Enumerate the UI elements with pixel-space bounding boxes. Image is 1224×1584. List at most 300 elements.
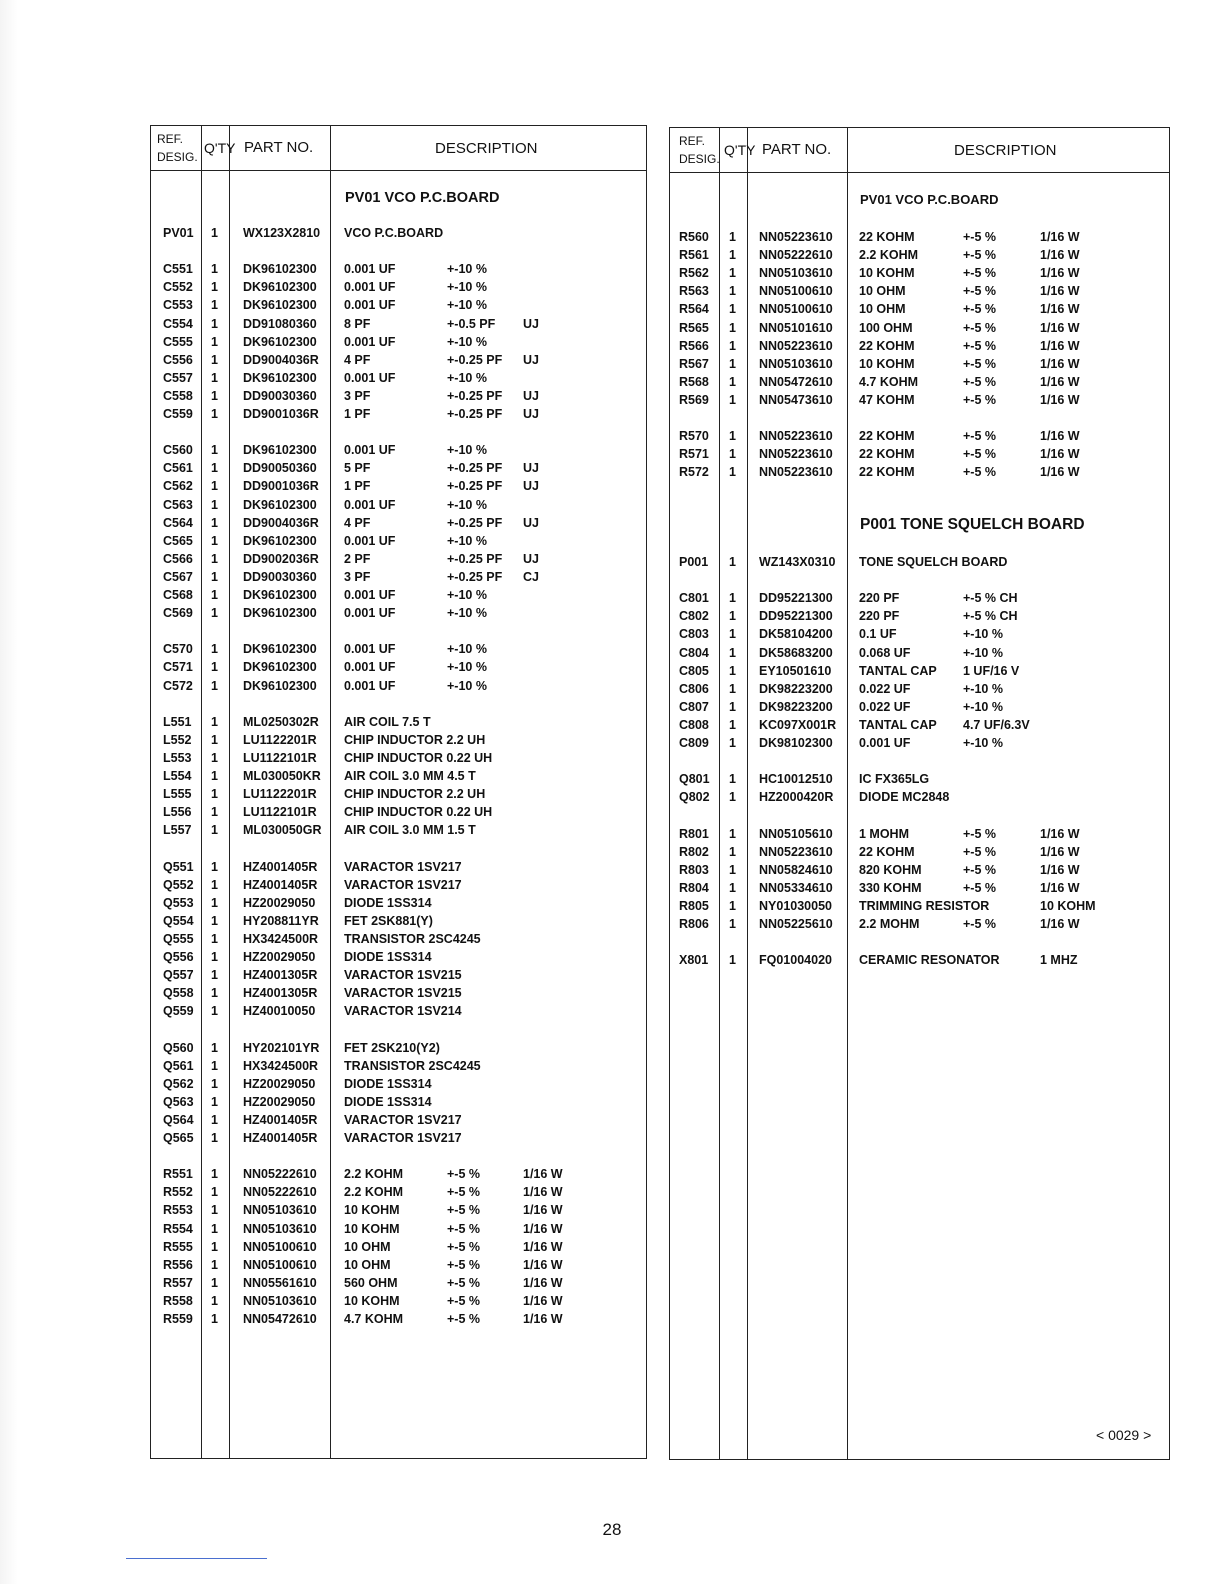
rating-cell: 1/16 W <box>1040 230 1080 244</box>
description-cell: 10 KOHM <box>344 1221 400 1236</box>
ref-desig-cell: C567 <box>163 569 193 584</box>
rating-cell: 1/16 W <box>1040 266 1080 281</box>
table-row <box>151 640 646 658</box>
part-no-cell: WX123X2810 <box>243 226 321 240</box>
table-row <box>151 1238 646 1256</box>
qty-cell: 1 <box>729 772 736 787</box>
ref-desig-cell: C572 <box>163 678 193 693</box>
ref-desig-cell: X801 <box>679 953 709 968</box>
ref-desig-cell: R560 <box>679 230 709 244</box>
tolerance-cell: +-5 % <box>447 1312 481 1326</box>
tolerance-cell: +-5 % CH <box>963 609 1018 624</box>
tolerance-cell: +-5 % <box>963 429 997 444</box>
description-cell: FET 2SK881(Y) <box>344 913 433 928</box>
part-no-cell: HZ20029050 <box>243 1094 316 1109</box>
description-cell: VARACTOR 1SV217 <box>344 1112 462 1127</box>
table-row <box>151 930 646 948</box>
tolerance-cell: +-10 % <box>447 262 487 277</box>
part-no-cell: NN05223610 <box>759 230 833 244</box>
ref-desig-cell: C563 <box>163 497 193 512</box>
part-no-cell: HZ4001405R <box>243 1112 318 1127</box>
table-row <box>670 463 1169 481</box>
table-row <box>151 1183 646 1201</box>
description-cell: 0.068 UF <box>859 645 911 660</box>
tolerance-cell: +-5 % <box>963 230 997 244</box>
tolerance-cell: +-5 % CH <box>963 591 1018 606</box>
tolerance-cell: +-5 % <box>963 465 997 480</box>
part-no-cell: DK96102300 <box>243 588 317 602</box>
tolerance-cell: +-10 % <box>447 660 487 675</box>
qty-cell: 1 <box>211 895 218 910</box>
part-no-cell: DD95221300 <box>759 609 833 624</box>
qty-cell: 1 <box>729 284 736 299</box>
ref-desig-cell: C805 <box>679 663 709 678</box>
qty-cell: 1 <box>211 1167 218 1182</box>
tolerance-cell: +-10 % <box>963 627 1003 642</box>
part-no-cell: LU1122101R <box>243 750 317 765</box>
ref-desig-cell: C806 <box>679 681 709 696</box>
ref-desig-cell: R805 <box>679 898 709 913</box>
ref-desig-cell: R554 <box>163 1221 193 1236</box>
part-no-cell: ML030050KR <box>243 769 321 783</box>
page-code: < 0029 > <box>1096 1427 1152 1443</box>
table-row <box>151 622 646 640</box>
qty-cell: 1 <box>211 262 218 277</box>
ref-desig-cell: R555 <box>163 1239 193 1254</box>
table-row <box>670 571 1169 589</box>
qty-cell: 1 <box>211 479 218 494</box>
description-cell: AIR COIL 3.0 MM 1.5 T <box>344 823 476 838</box>
qty-cell: 1 <box>211 1094 218 1109</box>
ref-desig-cell: R552 <box>163 1185 193 1200</box>
description-cell: 22 KOHM <box>859 230 915 244</box>
tolerance-cell: +-5 % <box>963 844 997 859</box>
table-row <box>151 568 646 586</box>
qty-cell: 1 <box>211 823 218 838</box>
ref-desig-cell: C569 <box>163 606 193 621</box>
table-row <box>151 984 646 1002</box>
description-cell: VARACTOR 1SV217 <box>344 877 462 892</box>
part-no-cell: NN05223610 <box>759 447 833 462</box>
description-cell: 47 KOHM <box>859 392 915 407</box>
description-cell: 560 OHM <box>344 1275 398 1290</box>
description-cell: 4 PF <box>344 352 371 367</box>
qty-cell: 1 <box>729 356 736 371</box>
ref-desig-cell: Q802 <box>679 790 710 805</box>
rating-cell: UJ <box>523 515 539 530</box>
description-cell: 3 PF <box>344 569 371 584</box>
table-row <box>151 604 646 622</box>
description-cell: TRANSISTOR 2SC4245 <box>344 931 481 946</box>
ref-desig-cell: C556 <box>163 352 193 367</box>
rating-cell: 1/16 W <box>1040 248 1080 263</box>
table-row <box>151 912 646 930</box>
rating-cell: 1/16 W <box>1040 447 1080 462</box>
table-row <box>151 658 646 676</box>
tolerance-cell: +-10 % <box>447 334 487 349</box>
header-qty: Q'TY <box>724 142 756 158</box>
description-cell: TANTAL CAP <box>859 663 937 678</box>
table-row <box>151 1220 646 1238</box>
table-row <box>670 806 1169 824</box>
ref-desig-cell: C553 <box>163 298 193 313</box>
ref-desig-cell: C561 <box>163 461 193 476</box>
part-no-cell: DK96102300 <box>243 497 317 512</box>
table-row <box>670 337 1169 355</box>
description-cell: VARACTOR 1SV217 <box>344 859 462 874</box>
ref-desig-cell: R562 <box>679 266 709 281</box>
qty-cell: 1 <box>211 1076 218 1091</box>
part-no-cell: NN05561610 <box>243 1275 317 1290</box>
table-row <box>151 731 646 749</box>
description-cell: 0.001 UF <box>344 678 396 693</box>
qty-cell: 1 <box>729 591 736 606</box>
part-no-cell: HZ20029050 <box>243 950 316 964</box>
footer-link-underline <box>126 1558 267 1559</box>
table-row <box>151 803 646 821</box>
tolerance-cell: +-0.25 PF <box>447 461 503 476</box>
description-cell: 22 KOHM <box>859 844 915 859</box>
description-cell: 10 KOHM <box>859 356 915 371</box>
rating-cell: CJ <box>523 569 539 584</box>
description-cell: DIODE 1SS314 <box>344 1076 432 1091</box>
qty-cell: 1 <box>729 374 736 389</box>
description-cell: 10 KOHM <box>344 1293 400 1308</box>
rating-cell: 1/16 W <box>1040 356 1080 371</box>
description-cell: 1 PF <box>344 479 371 494</box>
table-row <box>151 1256 646 1274</box>
part-no-cell: DD9002036R <box>243 551 319 566</box>
part-no-cell: HZ20029050 <box>243 1076 316 1091</box>
tolerance-cell: +-0.25 PF <box>447 479 503 494</box>
description-cell: IC FX365LG <box>859 772 930 787</box>
ref-desig-cell: R565 <box>679 320 709 335</box>
description-cell: 820 KOHM <box>859 862 922 877</box>
ref-desig-cell: C802 <box>679 609 709 624</box>
qty-cell: 1 <box>211 407 218 421</box>
table-row <box>151 858 646 876</box>
ref-desig-cell: C552 <box>163 280 193 295</box>
part-no-cell: KC097X001R <box>759 717 837 732</box>
description-cell: CHIP INDUCTOR 2.2 UH <box>344 732 486 747</box>
description-cell: VARACTOR 1SV215 <box>344 968 462 983</box>
part-no-cell: ML0250302R <box>243 714 319 729</box>
description-cell: 10 OHM <box>344 1239 391 1254</box>
description-cell: AIR COIL 3.0 MM 4.5 T <box>344 769 476 783</box>
description-cell: 2.2 KOHM <box>859 248 919 263</box>
table-row <box>670 915 1169 933</box>
part-no-cell: HY202101YR <box>243 1040 320 1055</box>
ref-desig-cell: C554 <box>163 316 193 331</box>
part-no-cell: NN05103610 <box>243 1221 317 1236</box>
part-no-cell: NN05223610 <box>759 465 833 480</box>
part-no-cell: DD95221300 <box>759 591 833 606</box>
rating-cell: 1/16 W <box>1040 429 1080 444</box>
table-row <box>151 405 646 423</box>
ref-desig-cell: C571 <box>163 660 193 675</box>
part-no-cell: HZ20029050 <box>243 895 316 910</box>
table-row <box>670 680 1169 698</box>
part-no-cell: NN05824610 <box>759 862 833 877</box>
tolerance-cell: +-10 % <box>447 606 487 621</box>
tolerance-cell: +-5 % <box>447 1257 481 1272</box>
description-cell: CERAMIC RESONATOR <box>859 953 1000 968</box>
tolerance-cell: +-5 % <box>447 1239 481 1254</box>
ref-desig-cell: Q553 <box>163 895 194 910</box>
qty-cell: 1 <box>729 555 736 569</box>
tolerance-cell: +-5 % <box>963 447 997 462</box>
description-cell: TONE SQUELCH BOARD <box>859 555 1008 569</box>
qty-cell: 1 <box>211 551 218 566</box>
ref-desig-cell: C807 <box>679 699 709 714</box>
table-row <box>151 1165 646 1183</box>
rating-cell: 1/16 W <box>1040 862 1080 877</box>
table-row <box>151 278 646 296</box>
ref-desig-cell: R571 <box>679 447 709 462</box>
rating-cell: 1/16 W <box>1040 374 1080 389</box>
part-no-cell: DK96102300 <box>243 370 317 385</box>
ref-desig-cell: L551 <box>163 714 192 729</box>
rating-cell: 1/16 W <box>523 1203 563 1218</box>
description-cell: VCO P.C.BOARD <box>344 226 444 240</box>
table-row <box>670 843 1169 861</box>
qty-cell: 1 <box>211 515 218 530</box>
table-row <box>151 532 646 550</box>
description-cell: 0.001 UF <box>344 642 396 657</box>
rating-cell: UJ <box>523 479 539 494</box>
description-cell: 1 PF <box>344 407 371 421</box>
tolerance-cell: +-10 % <box>447 642 487 657</box>
tolerance-cell: +-10 % <box>963 699 1003 714</box>
ref-desig-cell: Q564 <box>163 1112 194 1127</box>
qty-cell: 1 <box>729 699 736 714</box>
ref-desig-cell: Q563 <box>163 1094 194 1109</box>
tolerance-cell: +-10 % <box>963 736 1003 750</box>
ref-desig-cell: L556 <box>163 805 192 820</box>
qty-cell: 1 <box>729 790 736 805</box>
part-no-cell: NN05100610 <box>759 302 833 317</box>
part-no-cell: LU1122201R <box>243 787 317 802</box>
table-row <box>151 441 646 459</box>
description-cell: 220 PF <box>859 591 900 606</box>
table-row <box>670 752 1169 770</box>
rating-cell: UJ <box>523 461 539 476</box>
tolerance-cell: +-0.25 PF <box>447 551 503 566</box>
part-no-cell: HX3424500R <box>243 931 319 946</box>
part-no-cell: HY208811YR <box>243 913 319 928</box>
ref-desig-cell: Q558 <box>163 986 194 1001</box>
parts-table-left <box>150 125 647 1459</box>
rating-cell: 10 KOHM <box>1040 898 1096 913</box>
table-row <box>151 351 646 369</box>
tolerance-cell: +-5 % <box>447 1275 481 1290</box>
ref-desig-cell: C570 <box>163 642 193 657</box>
description-cell: 0.022 UF <box>859 681 911 696</box>
table-row <box>670 445 1169 463</box>
table-row <box>670 951 1169 969</box>
qty-cell: 1 <box>729 880 736 895</box>
qty-cell: 1 <box>211 859 218 874</box>
rating-cell: UJ <box>523 316 539 331</box>
ref-desig-cell: R567 <box>679 356 709 371</box>
part-no-cell: HC10012510 <box>759 772 833 787</box>
description-cell: 4.7 KOHM <box>344 1312 404 1326</box>
part-no-cell: DK58104200 <box>759 627 833 642</box>
description-cell: 0.001 UF <box>344 533 396 548</box>
rating-cell: 1/16 W <box>1040 880 1080 895</box>
rating-cell: 1/16 W <box>523 1275 563 1290</box>
description-cell: 1 MOHM <box>859 826 909 841</box>
ref-desig-cell: Q556 <box>163 950 194 964</box>
part-no-cell: DK96102300 <box>243 280 317 295</box>
tolerance-cell: +-5 % <box>963 356 997 371</box>
ref-desig-cell: C565 <box>163 533 193 548</box>
ref-desig-cell: R557 <box>163 1275 193 1290</box>
table-row <box>151 260 646 278</box>
part-no-cell: DD9004036R <box>243 515 319 530</box>
part-no-cell: DK96102300 <box>243 443 317 458</box>
ref-desig-cell: Q565 <box>163 1131 194 1145</box>
part-no-cell: NN05103610 <box>243 1203 317 1218</box>
part-no-cell: NN05225610 <box>759 917 833 931</box>
rating-cell: 1/16 W <box>1040 465 1080 480</box>
tolerance-cell: +-10 % <box>447 443 487 458</box>
ref-desig-cell: C804 <box>679 645 709 660</box>
description-cell: 0.1 UF <box>859 627 897 642</box>
table-row <box>670 607 1169 625</box>
ref-desig-cell: R556 <box>163 1257 193 1272</box>
ref-desig-cell: C559 <box>163 407 193 421</box>
qty-cell: 1 <box>211 913 218 928</box>
description-cell: DIODE 1SS314 <box>344 895 432 910</box>
description-cell: 0.001 UF <box>344 660 396 675</box>
part-no-cell: DD91080360 <box>243 316 317 331</box>
table-row <box>670 698 1169 716</box>
table-row <box>151 1002 646 1020</box>
description-cell: 3 PF <box>344 388 371 403</box>
part-no-cell: HZ4001405R <box>243 859 318 874</box>
part-no-cell: HZ4001305R <box>243 986 318 1001</box>
rating-cell: 1/16 W <box>523 1167 563 1182</box>
part-no-cell: DK96102300 <box>243 606 317 621</box>
ref-desig-cell: R569 <box>679 392 709 407</box>
ref-desig-cell: R806 <box>679 917 709 931</box>
description-cell: CHIP INDUCTOR 0.22 UH <box>344 750 493 765</box>
description-cell: 0.001 UF <box>859 736 911 750</box>
ref-desig-cell: R572 <box>679 465 709 480</box>
ref-desig-cell: L555 <box>163 787 192 802</box>
page-number: 28 <box>602 1520 622 1539</box>
part-no-cell: DK96102300 <box>243 660 317 675</box>
description-cell: DIODE MC2848 <box>859 790 950 805</box>
qty-cell: 1 <box>729 609 736 624</box>
part-no-cell: NN05222610 <box>243 1167 317 1182</box>
table-row <box>670 625 1169 643</box>
qty-cell: 1 <box>729 663 736 678</box>
part-no-cell: NN05222610 <box>759 248 833 263</box>
header-description: DESCRIPTION <box>435 140 538 157</box>
description-cell: TANTAL CAP <box>859 717 937 732</box>
description-cell: 0.001 UF <box>344 262 396 277</box>
ref-desig-cell: C566 <box>163 551 193 566</box>
table-row <box>670 644 1169 662</box>
qty-cell: 1 <box>211 1203 218 1218</box>
table-row <box>670 246 1169 264</box>
rating-cell: 1/16 W <box>1040 392 1080 407</box>
qty-cell: 1 <box>211 569 218 584</box>
qty-cell: 1 <box>729 392 736 407</box>
table-row <box>151 1057 646 1075</box>
rating-cell: UJ <box>523 388 539 403</box>
tolerance-cell: +-10 % <box>447 678 487 693</box>
ref-desig-cell: C803 <box>679 627 709 642</box>
table-row <box>670 734 1169 752</box>
description-cell: 0.001 UF <box>344 298 396 313</box>
qty-cell: 1 <box>211 877 218 892</box>
tolerance-cell: +-5 % <box>963 862 997 877</box>
qty-cell: 1 <box>729 826 736 841</box>
description-cell: TRIMMING RESISTOR <box>859 898 990 913</box>
part-no-cell: HZ2000420R <box>759 790 834 805</box>
ref-desig-cell: R551 <box>163 1167 193 1182</box>
table-row <box>670 355 1169 373</box>
description-cell: 8 PF <box>344 316 371 331</box>
tolerance-cell: +-5 % <box>447 1221 481 1236</box>
header-ref-desig-line2: DESIG. <box>157 150 198 164</box>
qty-cell: 1 <box>729 917 736 931</box>
rating-cell: UJ <box>523 551 539 566</box>
description-cell: 22 KOHM <box>859 338 915 353</box>
part-no-cell: NN05223610 <box>759 429 833 444</box>
tolerance-cell: +-10 % <box>447 370 487 385</box>
qty-cell: 1 <box>729 302 736 317</box>
qty-cell: 1 <box>211 280 218 295</box>
table-row <box>151 387 646 405</box>
tolerance-cell: +-5 % <box>447 1203 481 1218</box>
description-cell: AIR COIL 7.5 T <box>344 714 431 729</box>
ref-desig-cell: L557 <box>163 823 192 838</box>
tolerance-cell: +-5 % <box>963 284 997 299</box>
table-row <box>151 1147 646 1165</box>
tolerance-cell: +-0.25 PF <box>447 407 503 421</box>
qty-cell: 1 <box>211 732 218 747</box>
qty-cell: 1 <box>729 953 736 968</box>
part-no-cell: DK96102300 <box>243 262 317 277</box>
ref-desig-cell: C809 <box>679 736 709 750</box>
table-row <box>670 589 1169 607</box>
header-ref-desig-line2: DESIG. <box>679 152 720 166</box>
ref-desig-cell: R804 <box>679 880 709 895</box>
qty-cell: 1 <box>729 320 736 335</box>
table-row <box>670 228 1169 246</box>
rating-cell: UJ <box>523 352 539 367</box>
qty-cell: 1 <box>211 1221 218 1236</box>
ref-desig-cell: R801 <box>679 826 709 841</box>
ref-desig-cell: R559 <box>163 1312 193 1326</box>
tolerance-cell: +-10 % <box>963 681 1003 696</box>
qty-cell: 1 <box>211 370 218 385</box>
rating-cell: 1/16 W <box>523 1239 563 1254</box>
table-row <box>151 477 646 495</box>
description-cell: VARACTOR 1SV215 <box>344 986 462 1001</box>
table-row <box>151 876 646 894</box>
qty-cell: 1 <box>211 1257 218 1272</box>
qty-cell: 1 <box>211 1040 218 1055</box>
part-no-cell: NN05101610 <box>759 320 833 335</box>
ref-desig-cell: R568 <box>679 374 709 389</box>
description-cell: 10 KOHM <box>859 266 915 281</box>
ref-desig-cell: C808 <box>679 717 709 732</box>
